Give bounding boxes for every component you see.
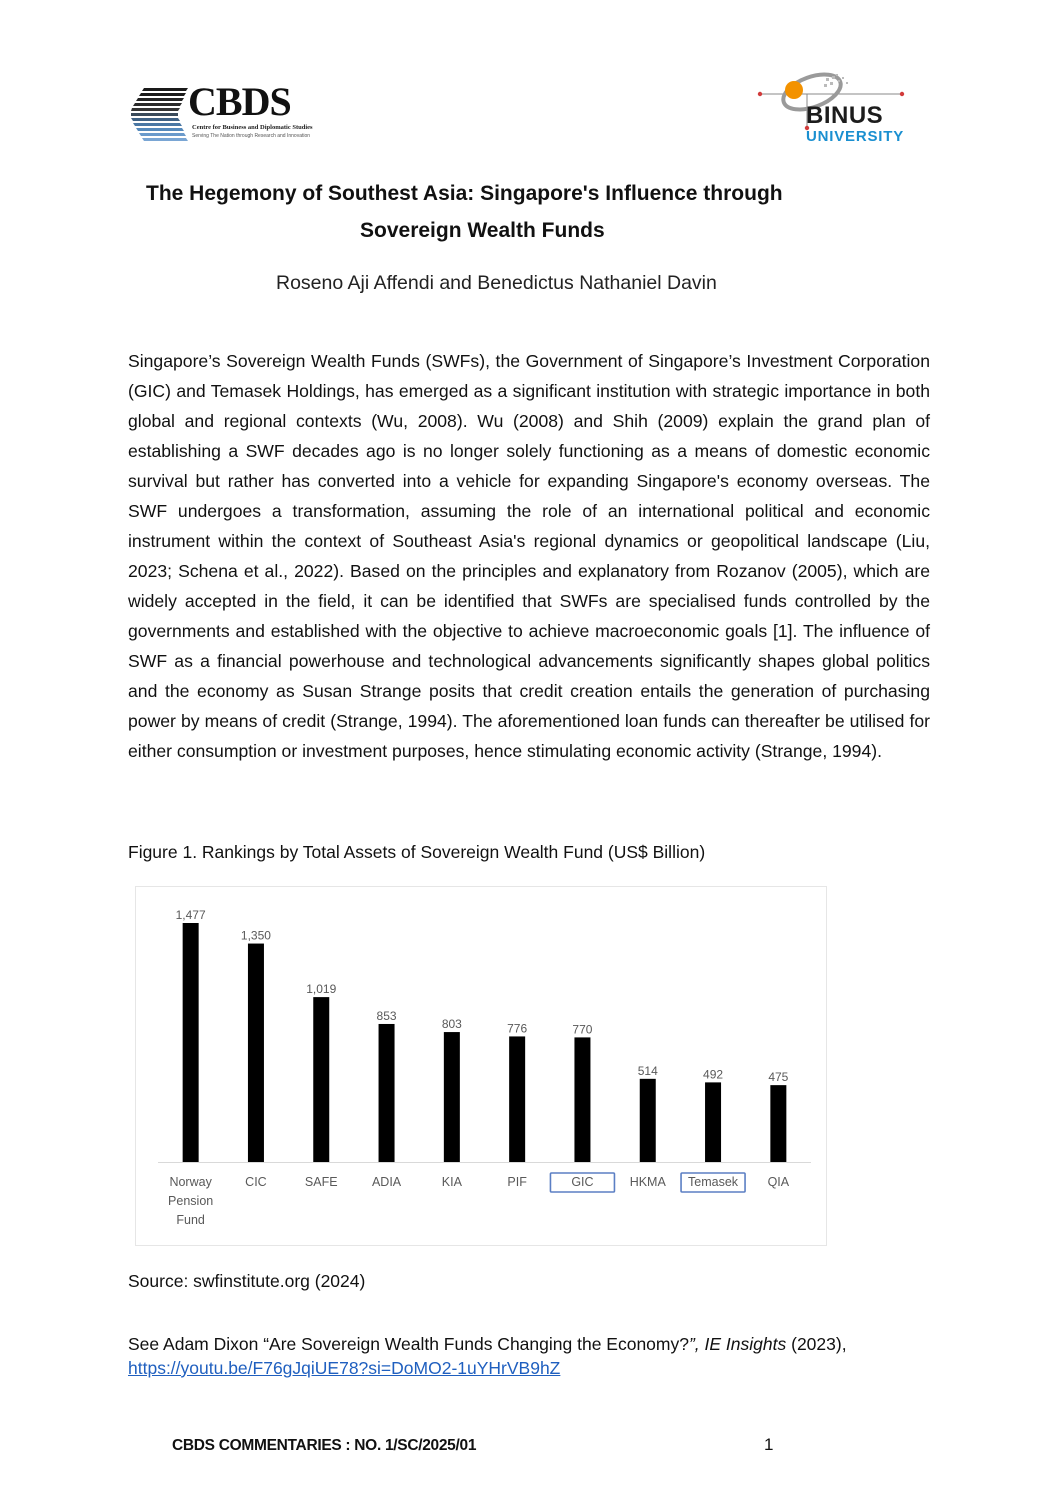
cbds-brand: CBDS (188, 79, 291, 124)
bar-adia (379, 1024, 395, 1162)
body-paragraph: Singapore’s Sovereign Wealth Funds (SWFs), the Government of Singapore’s Investment Corporation (GIC) and Temasek Holdings, has emerged as a significant institution with strategic importance in both global and regional contexts (Wu, 2008). Wu (2008) and Shih (2009) explain the grand plan of establishing a SWF decades ago is no longer solely functioning as a means of domestic economic survival but rather has converted into a vehicle for expanding Singapore's economy overseas. The SWF undergoes a transformation, assuming the role of an international political and economic instrument within the context of Southeast Asia's regional dynamics or geopolitical landscape (Liu, 2023; Schena et al., 2022). Based on the principles and explanatory from Rozanov (2005), which are widely accepted in the field, it can be identified that SWFs are specialised funds controlled by the governments and established with the objective to achieve macroeconomic goals [1]. The influence of SWF as a financial powerhouse and technological advancements significantly shapes global politics and the economy as Susan Strange posits that credit creation entails the generation of purchasing power by means of credit (Strange, 1994). The aforementioned loan funds can thereafter be utilised for either consumption or investment purposes, hence stimulating economic activity (Strange, 1994). (128, 351, 930, 761)
data-label: 514 (637, 1063, 658, 1078)
bar-cic (248, 944, 264, 1162)
footnote-year: (2023), (786, 1334, 847, 1354)
footnote-publication: IE Insights (704, 1334, 787, 1354)
cbds-logo (128, 79, 338, 148)
x-tick-label: SAFE (304, 1175, 338, 1189)
page-title-line-1: The Hegemony of Southest Asia: Singapore's Influence through (146, 182, 783, 205)
data-label: 1,477 (175, 908, 206, 922)
footnote-text: See Adam Dixon “Are Sovereign Wealth Funds Changing the Economy? (128, 1334, 689, 1354)
bar-hkma (640, 1079, 656, 1162)
data-label: 776 (507, 1021, 528, 1036)
page-title-line-2: Sovereign Wealth Funds (360, 219, 605, 242)
data-label: 492 (703, 1067, 724, 1082)
x-tick-label: CIC (245, 1175, 267, 1189)
footer-series: CBDS COMMENTARIES : NO. 1/SC/2025/01 (172, 1437, 477, 1454)
footnote (128, 1332, 847, 1380)
bar-norway-pension-fund (183, 923, 199, 1162)
x-tick-label: Norway (169, 1175, 212, 1189)
cbds-chevron-icon (130, 84, 190, 144)
page-number: 1 (764, 1435, 774, 1454)
x-tick-label: HKMA (629, 1175, 666, 1189)
x-tick-label: Temasek (688, 1175, 739, 1189)
binus-name: BINUS (806, 102, 884, 129)
figure-source: Source: swfinstitute.org (2024) (128, 1271, 366, 1291)
bar-gic (574, 1037, 590, 1162)
data-label: 803 (441, 1017, 462, 1032)
cbds-tagline: Serving The Nation through Research and Innovation (192, 133, 311, 139)
authors: Roseno Aji Affendi and Benedictus Nathaniel Davin (276, 272, 717, 294)
x-tick-label: KIA (441, 1175, 462, 1189)
bar-chart (135, 886, 827, 1246)
x-tick-label: QIA (767, 1175, 790, 1189)
data-label: 1,350 (240, 928, 271, 943)
bar-qia (770, 1085, 786, 1162)
x-tick-label: GIC (571, 1175, 594, 1189)
binus-university: UNIVERSITY (806, 128, 905, 145)
data-label: 853 (376, 1008, 397, 1023)
binus-logo (752, 72, 922, 152)
cbds-subtitle: Centre for Business and Diplomatic Studies (192, 124, 313, 131)
bar-safe (313, 997, 329, 1162)
bar-temasek (705, 1082, 721, 1162)
figure-caption: Figure 1. Rankings by Total Assets of Sovereign Wealth Fund (US$ Billion) (128, 842, 706, 862)
x-tick-label: Pension (168, 1194, 214, 1208)
data-label: 1,019 (306, 982, 337, 997)
x-tick-label: Fund (176, 1213, 205, 1227)
data-label: 770 (572, 1022, 593, 1037)
data-label: 475 (768, 1070, 789, 1085)
footnote-quote-end: ”, (688, 1334, 705, 1354)
bar-pif (509, 1036, 525, 1162)
bar-kia (444, 1032, 460, 1162)
bar-chart-svg (136, 887, 828, 1247)
footnote-link[interactable]: https://youtu.be/F76gJqiUE78?si=DoMO2-1uYHrVB9hZ (128, 1358, 561, 1378)
x-tick-label: ADIA (371, 1175, 402, 1189)
x-tick-label: PIF (507, 1175, 527, 1189)
